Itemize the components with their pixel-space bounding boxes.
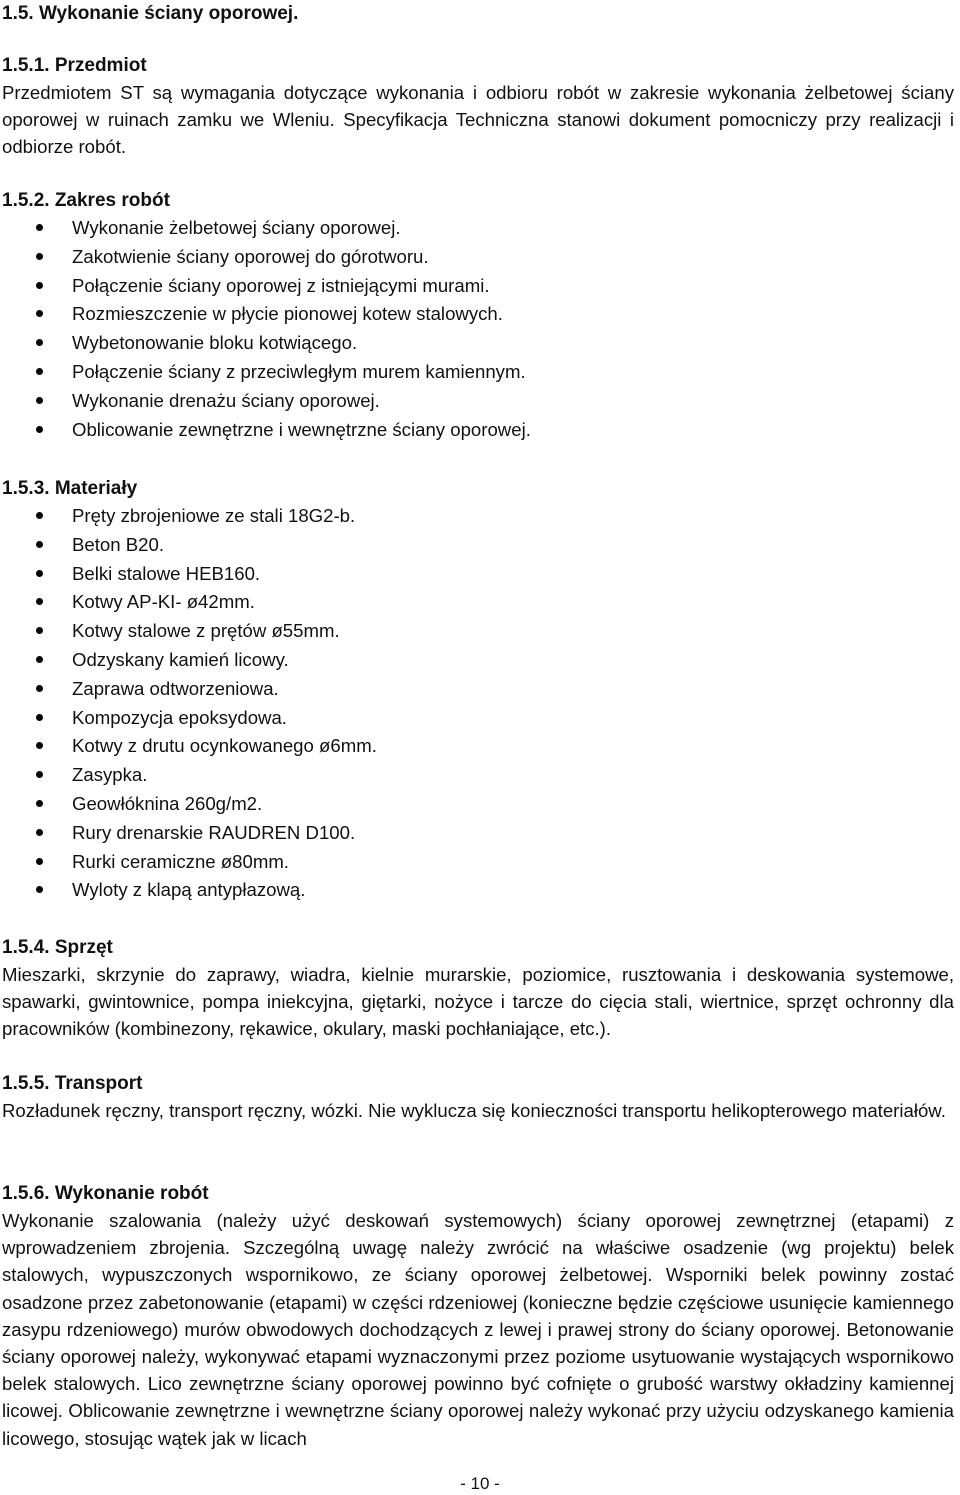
- bullet-icon: [36, 627, 43, 634]
- bullet-icon: [36, 339, 43, 346]
- list-item: Geowłóknina 260g/m2.: [2, 790, 954, 819]
- list-item: Zasypka.: [2, 761, 954, 790]
- bullet-icon: [36, 858, 43, 865]
- section-1-5-3: [2, 475, 954, 905]
- section-title: 1.5.6. Wykonanie robót: [2, 1183, 209, 1204]
- list-item: Wyloty z klapą antypłazową.: [2, 876, 954, 905]
- bullet-icon: [36, 742, 43, 749]
- page-number: - 10 -: [460, 1474, 500, 1493]
- list-item: Pręty zbrojeniowe ze stali 18G2-b.: [2, 502, 954, 531]
- list-item: Beton B20.: [2, 531, 954, 560]
- list-item: Wybetonowanie bloku kotwiącego.: [2, 329, 954, 358]
- bullet-icon: [36, 886, 43, 893]
- list-item: Oblicowanie zewnętrzne i wewnętrzne ściany oporowej.: [2, 416, 954, 445]
- bullet-icon: [36, 829, 43, 836]
- list-item: Rurki ceramiczne ø80mm.: [2, 848, 954, 877]
- section-1-5-2: [2, 187, 954, 444]
- bullet-icon: [36, 224, 43, 231]
- bullet-icon: [36, 714, 43, 721]
- list-item: Belki stalowe HEB160.: [2, 560, 954, 589]
- list-item: Rury drenarskie RAUDREN D100.: [2, 819, 954, 848]
- section-body: Przedmiotem ST są wymagania dotyczące wykonania i odbioru robót w zakresie wykonania żelbetowej ściany oporowej w ruinach zamku we Wleniu. Specyfikacja Techniczna stanowi dokument pomocniczy przy realizacji i odbiorze robót.: [2, 82, 954, 158]
- bullet-icon: [36, 512, 43, 519]
- bullet-icon: [36, 685, 43, 692]
- section-title: 1.5. Wykonanie ściany oporowej.: [2, 3, 299, 24]
- list-item: Wykonanie drenażu ściany oporowej.: [2, 387, 954, 416]
- bullet-icon: [36, 253, 43, 260]
- section-title: 1.5.4. Sprzęt: [2, 937, 113, 958]
- list-item: Zakotwienie ściany oporowej do górotworu.: [2, 243, 954, 272]
- section-1-5-1: [2, 52, 954, 161]
- section-title: 1.5.5. Transport: [2, 1073, 143, 1094]
- list-item: Kotwy z drutu ocynkowanego ø6mm.: [2, 732, 954, 761]
- section-1-5-4: [2, 934, 954, 1043]
- list-item: Odzyskany kamień licowy.: [2, 646, 954, 675]
- section-title: 1.5.3. Materiały: [2, 478, 138, 499]
- bullet-icon: [36, 656, 43, 663]
- materials-list: [2, 502, 954, 905]
- list-item: Połączenie ściany oporowej z istniejącymi murami.: [2, 272, 954, 301]
- list-item: Rozmieszczenie w płycie pionowej kotew stalowych.: [2, 300, 954, 329]
- section-body: Mieszarki, skrzynie do zaprawy, wiadra, kielnie murarskie, poziomice, rusztowania i deskowania systemowe, spawarki, gwintownice, pompa iniekcyjna, giętarki, nożyce i tarcze do cięcia stali, wiertnice, sprzęt ochronny dla pracowników (kombinezony, rękawice, okulary, maski pochłaniające, etc.).: [2, 964, 954, 1040]
- list-item: Kotwy stalowe z prętów ø55mm.: [2, 617, 954, 646]
- section-body: Rozładunek ręczny, transport ręczny, wózki. Nie wyklucza się konieczności transportu helikopterowego materiałów.: [2, 1100, 946, 1121]
- list-item: Kotwy AP-KI- ø42mm.: [2, 588, 954, 617]
- scope-list: [2, 214, 954, 444]
- bullet-icon: [36, 426, 43, 433]
- bullet-icon: [36, 368, 43, 375]
- bullet-icon: [36, 541, 43, 548]
- bullet-icon: [36, 800, 43, 807]
- list-item: Wykonanie żelbetowej ściany oporowej.: [2, 214, 954, 243]
- section-title: 1.5.2. Zakres robót: [2, 190, 170, 211]
- bullet-icon: [36, 397, 43, 404]
- list-item: Kompozycja epoksydowa.: [2, 704, 954, 733]
- section-1-5: [2, 0, 954, 27]
- bullet-icon: [36, 570, 43, 577]
- list-item: Zaprawa odtworzeniowa.: [2, 675, 954, 704]
- bullet-icon: [36, 598, 43, 605]
- section-1-5-5: [2, 1070, 954, 1124]
- section-title: 1.5.1. Przedmiot: [2, 55, 147, 76]
- bullet-icon: [36, 771, 43, 778]
- list-item: Połączenie ściany z przeciwległym murem kamiennym.: [2, 358, 954, 387]
- bullet-icon: [36, 282, 43, 289]
- section-body: Wykonanie szalowania (należy użyć deskowań systemowych) ściany oporowej zewnętrznej (etapami) z wprowadzeniem zbrojenia. Szczególną uwagę należy zwrócić na właściwe osadzenie (wg projektu) belek stalowych, wypuszczonych wspornikowo, ze ściany oporowej żelbetowej. Wsporniki belek powinny zostać osadzone przez zabetonowanie (etapami) w części rdzeniowej (konieczne będzie częściowe usunięcie kamiennego zasypu rdzeniowego) murów obwodowych dochodzących z lewej i prawej strony do ściany oporowej. Betonowanie ściany oporowej należy, wykonywać etapami wyznaczonymi przez poziome usytuowanie wystających wspornikowo belek stalowych. Lico zewnętrzne ściany oporowej powinno być cofnięte o grubość warstwy okładziny kamiennej licowej. Oblicowanie zewnętrzne i wewnętrzne ściany oporowej należy wykonać przy użyciu odzyskanego kamienia licowego, stosując wątek jak w licach: [2, 1210, 954, 1449]
- bullet-icon: [36, 310, 43, 317]
- section-1-5-6: [2, 1180, 954, 1452]
